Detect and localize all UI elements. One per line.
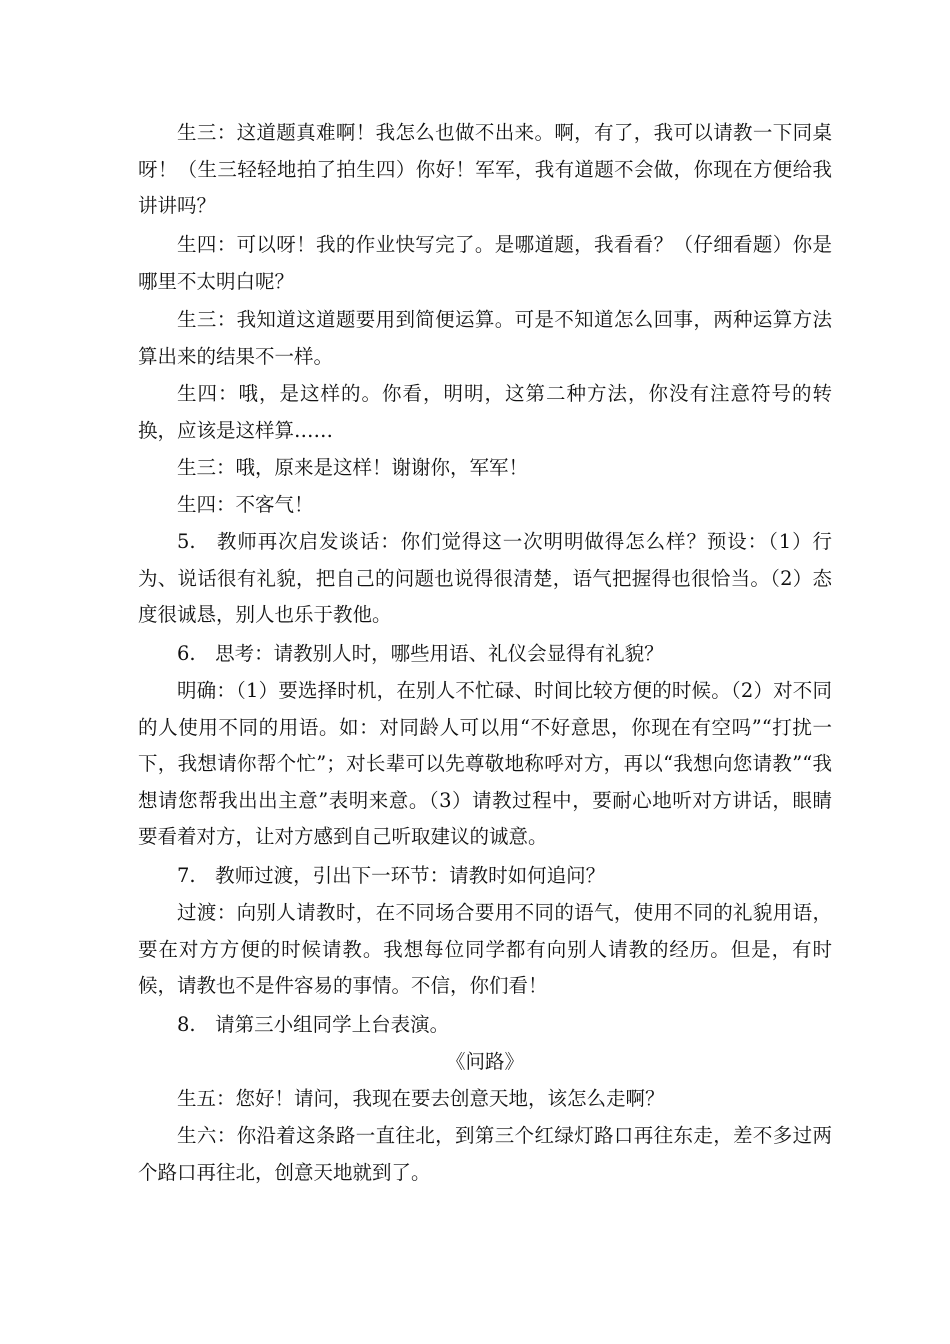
paragraph: 生四：哦，是这样的。你看，明明，这第二种方法，你没有注意符号的转换，应该是这样算…… (138, 382, 832, 442)
section-subtitle: 《问路》 (445, 1050, 524, 1073)
paragraph: 7. 教师过渡，引出下一环节：请教时如何追问？ (177, 864, 606, 887)
paragraph: 5. 教师再次启发谈话：你们觉得这一次明明做得怎么样？预设：（1）行为、说话很有礼貌，把自己的问题也说得很清楚，语气把握得也很恰当。（2）态度很诚恳，别人也乐于教他。 (138, 530, 832, 626)
paragraph: 生三：哦，原来是这样！谢谢你，军军！ (177, 456, 529, 479)
paragraph: 过渡：向别人请教时，在不同场合要用不同的语气，使用不同的礼貌用语，要在对方方便的时候请教。我想每位同学都有向别人请教的经历。但是，有时候，请教也不是件容易的事情。不信，你们看！ (138, 901, 832, 997)
paragraph: 6. 思考：请教别人时，哪些用语、礼仪会显得有礼貌？ (177, 642, 664, 665)
paragraph: 明确：（1）要选择时机，在别人不忙碌、时间比较方便的时候。（2）对不同的人使用不同的用语。如：对同龄人可以用“不好意思，你现在有空吗”“打扰一下，我想请你帮个忙”；对长辈可以先尊敬地称呼对方，再以“我想向您请教”“我想请您帮我出出主意”表明来意。（3）请教过程中，要耐心地听对方讲话，眼睛要看着对方，让对方感到自己听取建议的诚意。 (138, 679, 832, 848)
paragraph: 生四：不客气！ (177, 493, 314, 516)
paragraph: 生六：你沿着这条路一直往北，到第三个红绿灯路口再往东走，差不多过两个路口再往北，创意天地就到了。 (138, 1124, 832, 1184)
paragraph: 生四：可以呀！我的作业快写完了。是哪道题，我看看？（仔细看题）你是哪里不太明白呢？ (138, 233, 832, 293)
paragraph: 8. 请第三小组同学上台表演。 (177, 1013, 450, 1036)
paragraph: 生三：这道题真难啊！我怎么也做不出来。啊，有了，我可以请教一下同桌呀！（生三轻轻地拍了拍生四）你好！军军，我有道题不会做，你现在方便给我讲讲吗？ (138, 121, 832, 217)
paragraph: 生三：我知道这道题要用到简便运算。可是不知道怎么回事，两种运算方法算出来的结果不一样。 (138, 308, 832, 368)
paragraph: 生五：您好！请问，我现在要去创意天地，该怎么走啊？ (177, 1087, 665, 1110)
